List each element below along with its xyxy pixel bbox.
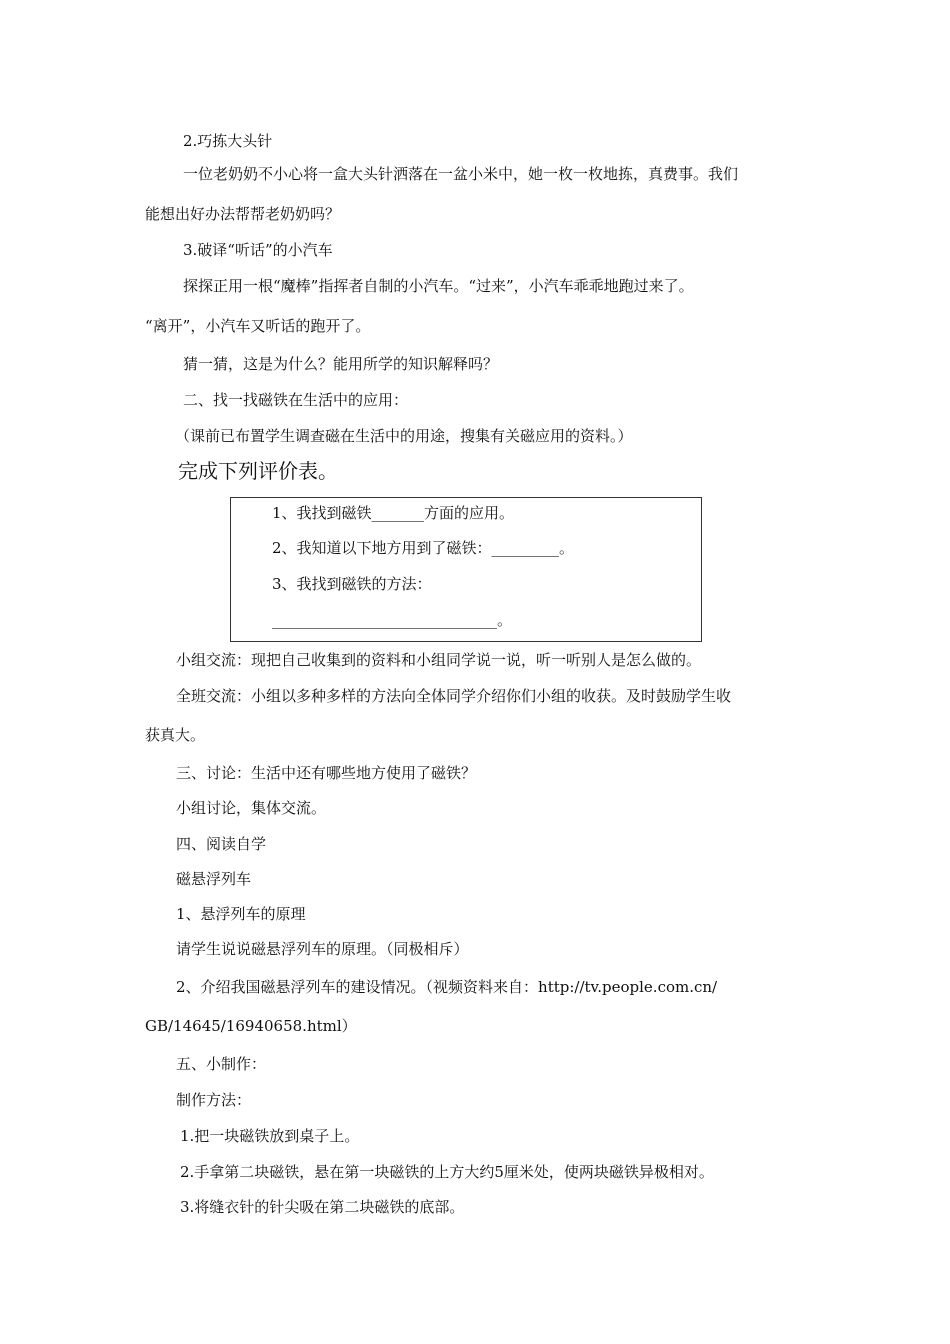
eval-item: 3、我找到磁铁的方法： — [272, 575, 432, 593]
paragraph: （课前已布置学生调查磁在生活中的用途，搜集有关磁应用的资料。） — [175, 427, 633, 445]
section-heading: 三、讨论：生活中还有哪些地方使用了磁铁？ — [176, 764, 477, 782]
paragraph: 探探正用一根“魔棒”指挥者自制的小汽车。“过来”，小汽车乖乖地跑过来了。 — [183, 277, 694, 295]
subheading-pick-pins: 2.巧拣大头针 — [183, 132, 273, 150]
paragraph: GB/14645/16940658.html） — [145, 1017, 357, 1035]
paragraph: 获真大。 — [145, 726, 206, 744]
section-heading: 二、找一找磁铁在生活中的应用： — [183, 391, 409, 409]
section-heading: 四、阅读自学 — [176, 835, 267, 853]
paragraph: 猜一猜，这是为什么？能用所学的知识解释吗？ — [183, 355, 499, 373]
paragraph: 小组讨论，集体交流。 — [176, 799, 327, 817]
subheading-toy-car: 3.破译“听话”的小汽车 — [183, 241, 333, 259]
paragraph: 全班交流：小组以多种多样的方法向全体同学介绍你们小组的收获。及时鼓励学生收 — [176, 687, 732, 705]
list-item: 3.将缝衣针的针尖吸在第二块磁铁的底部。 — [180, 1198, 465, 1216]
subheading: 1、悬浮列车的原理 — [176, 905, 306, 923]
eval-item-blank: ______________________________。 — [272, 611, 513, 629]
eval-item: 1、我找到磁铁_______方面的应用。 — [272, 504, 515, 522]
paragraph: 请学生说说磁悬浮列车的原理。（同极相斥） — [176, 940, 469, 958]
list-item: 2.手拿第二块磁铁，悬在第一块磁铁的上方大约5厘米处，使两块磁铁异极相对。 — [180, 1163, 714, 1181]
subheading: 磁悬浮列车 — [176, 870, 252, 888]
eval-item: 2、我知道以下地方用到了磁铁：_________。 — [272, 539, 575, 557]
section-heading: 五、小制作： — [176, 1055, 267, 1073]
paragraph: 小组交流：现把自己收集到的资料和小组同学说一说，听一听别人是怎么做的。 — [176, 651, 702, 669]
paragraph: 能想出好办法帮帮老奶奶吗？ — [145, 205, 341, 223]
paragraph: “离开”，小汽车又听话的跑开了。 — [145, 317, 371, 335]
eval-table-title: 完成下列评价表。 — [178, 459, 338, 483]
list-item: 1.把一块磁铁放到桌子上。 — [180, 1127, 360, 1145]
paragraph: 2、介绍我国磁悬浮列车的建设情况。（视频资料来自：http://tv.people.com.cn/ — [176, 978, 718, 996]
paragraph: 一位老奶奶不小心将一盒大头针洒落在一盆小米中，她一枚一枚地拣，真费事。我们 — [183, 165, 739, 183]
subheading: 制作方法： — [176, 1091, 252, 1109]
evaluation-table — [230, 497, 702, 642]
